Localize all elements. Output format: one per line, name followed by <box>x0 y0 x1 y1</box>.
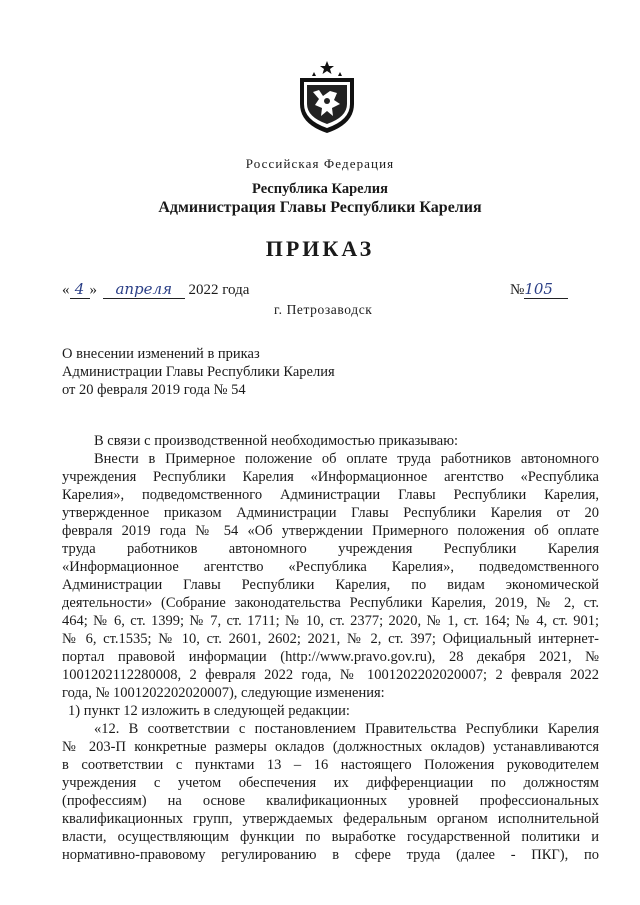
country-name: Российская Федерация <box>245 156 395 171</box>
body-line: власти, осуществляющим функции по выработке государственной политики и <box>62 829 599 845</box>
body-line: учреждения с учетом обеспечения их дифференциации по должностям <box>62 775 599 791</box>
document-type: ПРИКАЗ <box>265 236 375 261</box>
list-item-1: 1) пункт 12 изложить в следующей редакции: <box>68 703 350 719</box>
body-line: 1001202112280008, 2 февраля 2022 года, № 1001202202020007; 2 февраля 2022 <box>62 667 599 683</box>
number-prefix: № <box>510 282 525 298</box>
body-line: Карелия», подведомственного Администрации Главы Республики Карелия, <box>62 487 599 503</box>
body-line: деятельности» (Собрание законодательства Республики Карелия, 2019, № 2, ст. <box>62 595 599 611</box>
body-line: № 6, ст.1535; № 10, ст. 2601, 2602; 2021, № 2, ст. 397; Официальный интернет- <box>62 631 599 647</box>
body-line: труда работников автономного учреждения Республики Карелия <box>62 541 599 557</box>
body-line: «Информационное агентство «Республика Карелия», подведомственного <box>62 559 599 575</box>
order-subject <box>62 345 335 399</box>
body-line: (профессиям) на основе квалификационных уровней профессиональных <box>62 793 599 809</box>
karelia-coat-of-arms-icon <box>296 60 358 134</box>
body-line: Внести в Примерное положение об оплате труда работников автономного <box>94 451 599 467</box>
order-date <box>62 280 249 299</box>
body-line: утвержденное приказом Администрации Главы Республики Карелия от 20 <box>62 505 599 521</box>
body-line: учреждения Республики Карелия «Информационное агентство «Республика <box>62 469 599 485</box>
date-close-quote: » <box>89 282 97 298</box>
body-line: Администрации Главы Республики Карелия, по видам экономической <box>62 577 599 593</box>
intro-paragraph: В связи с производственной необходимостью приказываю: <box>94 433 459 449</box>
city-name: г. Петрозаводск <box>274 302 373 317</box>
body-line: февраля 2019 года № 54 «Об утверждении Примерного положения об оплате <box>62 523 599 539</box>
subject-line: Администрации Главы Республики Карелия <box>62 364 335 380</box>
subject-line: от 20 февраля 2019 года № 54 <box>62 382 246 398</box>
order-number <box>510 280 568 299</box>
subject-line: О внесении изменений в приказ <box>62 346 260 362</box>
date-month: апреля <box>103 280 185 299</box>
date-year: 2022 года <box>188 282 250 298</box>
body-line: в соответствии с пунктами 13 – 16 настоящего Положения руководителем <box>62 757 599 773</box>
body-line: «12. В соответствии с постановлением Правительства Республики Карелия <box>94 721 599 737</box>
number-value: 105 <box>524 280 568 299</box>
body-line: нормативно-правовому регулированию в сфере труда (далее - ПКГ), по <box>62 847 599 863</box>
body-line: квалификационных групп, утверждаемых федеральным органом исполнительной <box>62 811 599 827</box>
body-line: портал правовой информации (http://www.pravo.gov.ru), 28 декабря 2021, № <box>62 649 599 665</box>
republic-name: Республика Карелия <box>252 181 388 197</box>
administration-name: Администрация Главы Республики Карелия <box>158 199 482 216</box>
body-line: 464; № 6, ст. 1399; № 7, ст. 1711; № 10, ст. 2377; 2020, № 1, ст. 164; № 4, ст. 901; <box>62 613 599 629</box>
order-body <box>62 432 599 864</box>
body-line: № 203-П конкретные размеры окладов (должностных окладов) устанавливаются <box>62 739 599 755</box>
date-open-quote: « <box>62 282 70 298</box>
body-line: года, № 1001202202020007), следующие изменения: <box>62 685 385 701</box>
date-day: 4 <box>70 280 90 299</box>
